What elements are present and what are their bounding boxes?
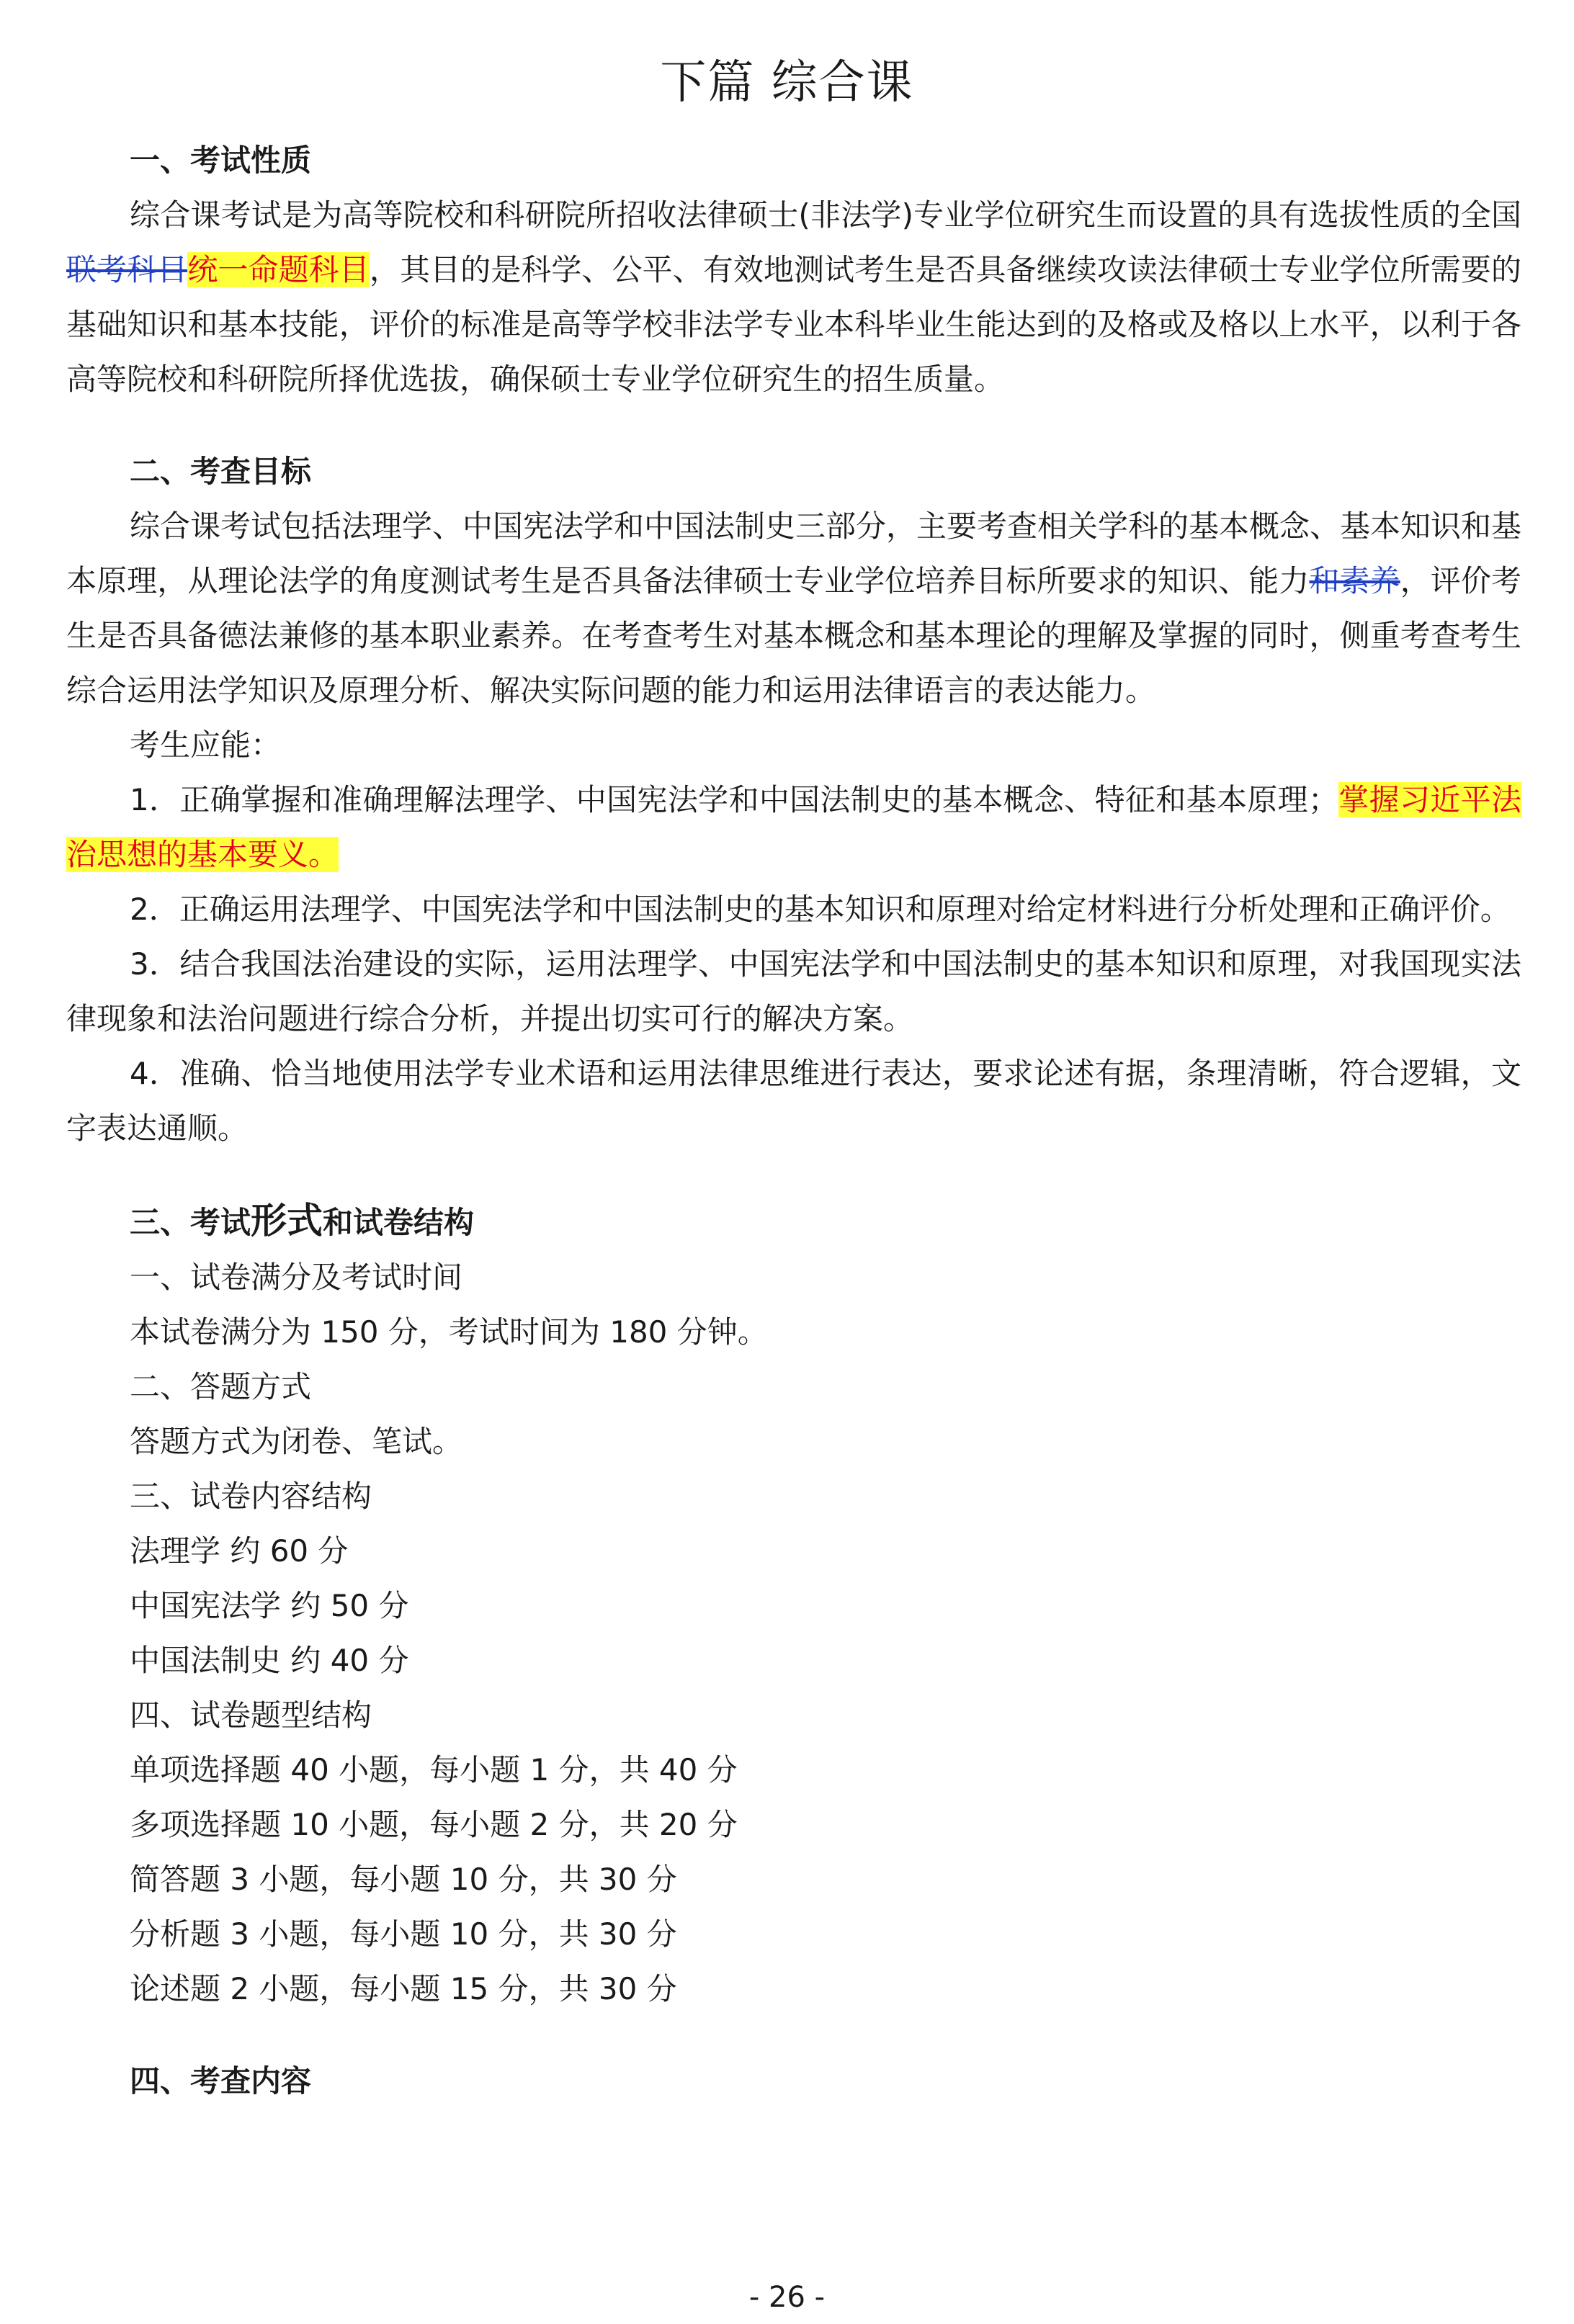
content-line: 中国法制史 约 40 分 xyxy=(130,1643,409,1678)
content-line: 中国宪法学 约 50 分 xyxy=(130,1588,409,1623)
text-run: 和试卷结构 xyxy=(323,1205,475,1240)
subheading-content-structure: 三、试卷内容结构 xyxy=(130,1479,372,1514)
page-content xyxy=(66,133,1521,2109)
text-run: ，其目的是科学、公平、有效地测试考生是否具备继续攻读法律硕士专业学位所需要的基础知识和基本技能，评价的标准是高等学校非法学专业本科毕业生能达到的及格或及格以上水平，以利于各高等院校和科研院所择优选拔，确保硕士专业学位研究生的招生质量。 xyxy=(66,252,1521,397)
text-run: ，评价考生是否具备德法兼修的基本职业素养。在考查考生对基本概念和基本理论的理解及掌握的同时，侧重考查考生综合运用法学知识及原理分析、解决实际问题的能力和运用法律语言的表达能力。 xyxy=(66,563,1521,708)
text-run: 1．正确掌握和准确理解法理学、中国宪法学和中国法制史的基本概念、特征和基本原理； xyxy=(130,782,1338,817)
subheading-answer-method: 二、答题方式 xyxy=(130,1369,312,1404)
paragraph-exam-nature xyxy=(66,188,1521,407)
paragraph-exam-objectives xyxy=(66,499,1521,718)
spacer xyxy=(66,2016,1521,2054)
inserted-highlight-text: 统一命题科目 xyxy=(187,252,370,287)
spacer xyxy=(66,1156,1521,1193)
question-type-line: 论述题 2 小题，每小题 15 分，共 30 分 xyxy=(130,1971,677,2006)
question-type-line: 单项选择题 40 小题，每小题 1 分，共 40 分 xyxy=(130,1752,738,1787)
text-run: 三、考试 xyxy=(130,1205,251,1240)
question-type-line: 简答题 3 小题，每小题 10 分，共 30 分 xyxy=(130,1862,677,1897)
answer-method-text: 答题方式为闭卷、笔试。 xyxy=(130,1424,463,1459)
section-heading-exam-objectives: 二、考查目标 xyxy=(130,454,312,489)
text-run: 综合课考试包括法理学、中国宪法学和中国法制史三部分，主要考查相关学科的基本概念、基本知识和基本原理，从理论法学的角度测试考生是否具备法律硕士专业学位培养目标所要求的知识、能力 xyxy=(66,508,1522,598)
paragraph-candidate-intro: 考生应能： xyxy=(130,727,282,763)
subheading-score-time: 一、试卷满分及考试时间 xyxy=(130,1260,463,1295)
text-run: 综合课考试是为高等院校和科研院所招收法律硕士(非法学)专业学位研究生而设置的具有选拔性质的全国 xyxy=(130,197,1521,233)
page-number: - 26 - xyxy=(748,2281,826,2314)
section-heading-exam-nature: 一、考试性质 xyxy=(130,143,312,178)
content-line: 法理学 约 60 分 xyxy=(130,1533,349,1569)
deleted-text: 联考科目 xyxy=(66,252,188,287)
score-time-text: 本试卷满分为 150 分，考试时间为 180 分钟。 xyxy=(130,1314,768,1350)
question-type-line: 分析题 3 小题，每小题 10 分，共 30 分 xyxy=(130,1916,677,1952)
page-title: 下篇 综合课 xyxy=(660,56,914,109)
subheading-question-types: 四、试卷题型结构 xyxy=(130,1697,372,1733)
list-item-3: 3．结合我国法治建设的实际，运用法理学、中国宪法学和中国法制史的基本知识和原理，对我国现实法律现象和法治问题进行综合分析，并提出切实可行的解决方案。 xyxy=(66,946,1521,1036)
section-heading-exam-format xyxy=(66,1193,1521,1250)
section-heading-exam-content: 四、考查内容 xyxy=(130,2063,312,2099)
list-item-1 xyxy=(66,773,1521,882)
spacer xyxy=(66,407,1521,444)
question-type-line: 多项选择题 10 小题，每小题 2 分，共 20 分 xyxy=(130,1807,738,1842)
list-item-4: 4．准确、恰当地使用法学专业术语和运用法律思维进行表达，要求论述有据，条理清晰，符合逻辑，文字表达通顺。 xyxy=(66,1056,1521,1146)
text-run: 形式 xyxy=(251,1200,323,1242)
inserted-highlight-text: 掌握习近平法治思想的基本要义。 xyxy=(66,782,1521,872)
list-item-2: 2．正确运用法理学、中国宪法学和中国法制史的基本知识和原理对给定材料进行分析处理和正确评价。 xyxy=(130,892,1511,927)
deleted-text: 和素养 xyxy=(1309,563,1400,598)
